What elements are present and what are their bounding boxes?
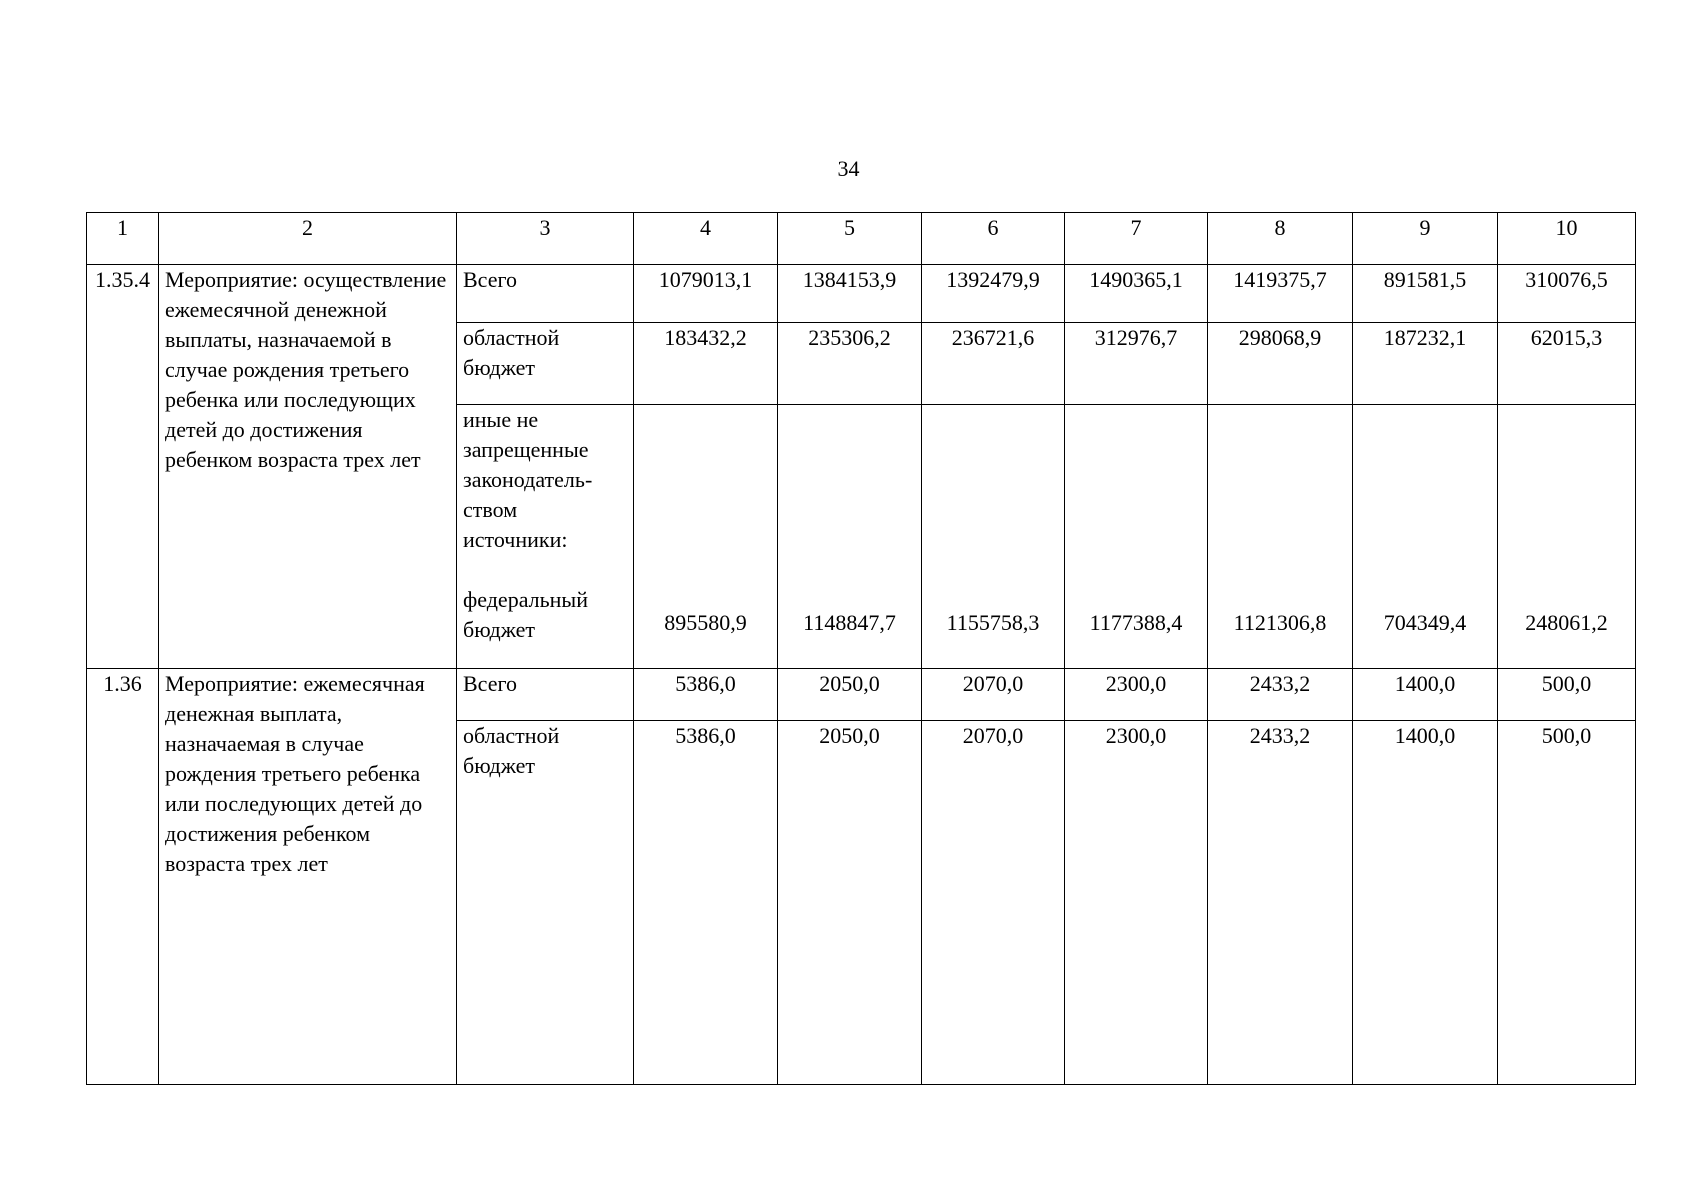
- value-cell: 2300,0: [1065, 669, 1208, 721]
- value-cell: 248061,2: [1498, 405, 1636, 669]
- row-description: Мероприятие: осуществление ежемесячной денежной выплаты, назначаемой в случае рождения третьего ребенка или последующих детей до достижения ребенком возраста трех лет: [159, 265, 457, 669]
- value-cell: 5386,0: [634, 669, 778, 721]
- column-header: 2: [159, 213, 457, 265]
- value-cell: 1490365,1: [1065, 265, 1208, 323]
- table-row: [87, 669, 1636, 721]
- value-cell: 2070,0: [922, 721, 1065, 1085]
- value-cell: 183432,2: [634, 323, 778, 405]
- value-cell: 1384153,9: [778, 265, 922, 323]
- row-description: Мероприятие: ежемесячная денежная выплата, назначаемая в случае рождения третьего ребенка или последующих детей до достижения ребенком возраста трех лет: [159, 669, 457, 1085]
- value-cell: 1155758,3: [922, 405, 1065, 669]
- value-cell: 2070,0: [922, 669, 1065, 721]
- value-cell: 2433,2: [1208, 721, 1353, 1085]
- source-label: областной бюджет: [457, 721, 634, 1085]
- value-cell: 2433,2: [1208, 669, 1353, 721]
- column-header: 4: [634, 213, 778, 265]
- value-cell: 312976,7: [1065, 323, 1208, 405]
- column-header: 5: [778, 213, 922, 265]
- value-cell: 298068,9: [1208, 323, 1353, 405]
- federal-budget-label: федеральный бюджет: [463, 587, 588, 642]
- column-header: 1: [87, 213, 159, 265]
- column-header: 10: [1498, 213, 1636, 265]
- value-cell: 2300,0: [1065, 721, 1208, 1085]
- value-cell: 1419375,7: [1208, 265, 1353, 323]
- row-number: 1.35.4: [87, 265, 159, 669]
- value-cell: 891581,5: [1353, 265, 1498, 323]
- column-header: 8: [1208, 213, 1353, 265]
- value-cell: 1400,0: [1353, 721, 1498, 1085]
- row-number: 1.36: [87, 669, 159, 1085]
- value-cell: 2050,0: [778, 721, 922, 1085]
- value-cell: 1148847,7: [778, 405, 922, 669]
- other-sources-label: иные не запрещенные законодатель-ством источники:: [463, 407, 593, 552]
- value-cell: 1079013,1: [634, 265, 778, 323]
- header-row: [87, 213, 1636, 265]
- source-label: областной бюджет: [457, 323, 634, 405]
- value-cell: 236721,6: [922, 323, 1065, 405]
- budget-table: [86, 212, 1636, 1085]
- value-cell: 895580,9: [634, 405, 778, 669]
- value-cell: 1400,0: [1353, 669, 1498, 721]
- value-cell: 704349,4: [1353, 405, 1498, 669]
- value-cell: 1121306,8: [1208, 405, 1353, 669]
- column-header: 7: [1065, 213, 1208, 265]
- value-cell: 1392479,9: [922, 265, 1065, 323]
- page-number: 34: [837, 156, 860, 181]
- value-cell: 62015,3: [1498, 323, 1636, 405]
- value-cell: 1177388,4: [1065, 405, 1208, 669]
- source-label: Всего: [457, 669, 634, 721]
- value-cell: 500,0: [1498, 669, 1636, 721]
- value-cell: 235306,2: [778, 323, 922, 405]
- value-cell: 500,0: [1498, 721, 1636, 1085]
- value-cell: 187232,1: [1353, 323, 1498, 405]
- column-header: 9: [1353, 213, 1498, 265]
- value-cell: 5386,0: [634, 721, 778, 1085]
- value-cell: 310076,5: [1498, 265, 1636, 323]
- column-header: 6: [922, 213, 1065, 265]
- value-cell: 2050,0: [778, 669, 922, 721]
- column-header: 3: [457, 213, 634, 265]
- source-label: Всего: [457, 265, 634, 323]
- source-label: [457, 405, 634, 669]
- table-row: [87, 265, 1636, 323]
